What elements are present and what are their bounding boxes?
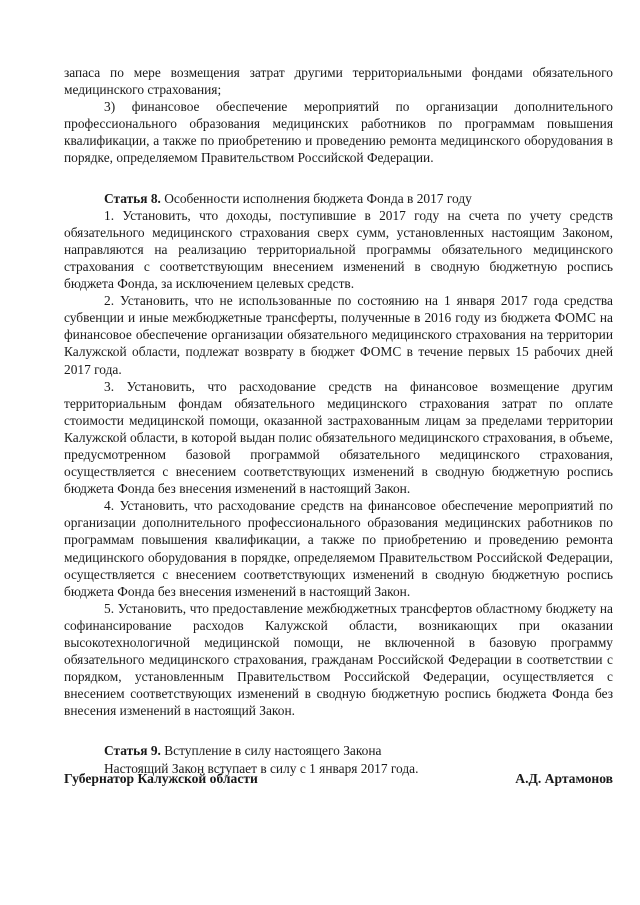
article-8-title: Особенности исполнения бюджета Фонда в 2017 году xyxy=(164,190,472,206)
article-9-title: Вступление в силу настоящего Закона xyxy=(164,743,382,759)
article-8-item-3: 3. Установить, что расходование средств на финансовое возмещение другим территориальным фондам обязательного медицинского страхования затрат по оплате стоимости медицинской помощи, оказанной застрахованным лицам за пределами территории Калужской области, в которой выдан полис обязательного медицинского страхования, в объеме, предусмотренном базовой программой обязательного медицинского страхования, осуществляется с внесением соответствующих изменений в сводную бюджетную роспись бюджета Фонда без внесения изменений в настоящий Закон. xyxy=(64,378,613,497)
article-8 xyxy=(64,190,613,720)
signature-position: Губернатор Калужской области xyxy=(64,771,258,786)
article-9-label: Статья 9. xyxy=(104,743,161,759)
intro-paragraph: запаса по мере возмещения затрат другими территориальными фондами обязательного медицинского страхования; xyxy=(64,65,613,98)
signature-block xyxy=(64,770,613,787)
article-8-heading xyxy=(64,190,613,207)
article-9-text: Настоящий Закон вступает в силу с 1 января 2017 года. xyxy=(104,760,419,776)
article-8-item-5: 5. Установить, что предоставление межбюджетных трансфертов областному бюджету на софинансирование расходов Калужской области, возникающих при оказании высокотехнологичной медицинской помощи, не включенной в базовую программу обязательного медицинского страхования, гражданам Российской Федерации в соответствии с порядком, установленным Правительством Российской Федерации, осуществляется с внесением соответствующих изменений в сводную бюджетную роспись бюджета Фонда без внесения изменений в настоящий Закон. xyxy=(64,600,613,719)
article-9-heading xyxy=(64,742,613,759)
article-8-item-4: 4. Установить, что расходование средств на финансовое обеспечение мероприятий по организации дополнительного профессионального образования медицинских работников по программам повышения квалификации, а также по приобретению и проведению ремонта медицинского оборудования в порядке, определяемом Правительством Российской Федерации, осуществляется с внесением соответствующих изменений в сводную бюджетную роспись бюджета Фонда без внесения изменений в настоящий Закон. xyxy=(64,498,613,599)
article-8-item-1: 1. Установить, что доходы, поступившие в 2017 году на счета по учету средств обязательного медицинского страхования сверх сумм, установленных настоящим Законом, направляются на реализацию территориальной программы обязательного медицинского страхования с соответствующим внесением изменений в сводную бюджетную роспись бюджета Фонда, за исключением целевых средств. xyxy=(64,207,613,292)
article-8-item-2: 2. Установить, что не использованные по состоянию на 1 января 2017 года средства субвенции и иные межбюджетные трансферты, полученные в 2016 году из бюджета ФОМС на финансовое обеспечение организации обязательного медицинского страхования на территории Калужской области, подлежат возврату в бюджет ФОМС в течение первых 15 рабочих дней 2017 года. xyxy=(64,293,613,377)
signature-name: А.Д. Артамонов xyxy=(515,771,613,786)
article-8-label: Статья 8. xyxy=(104,190,161,206)
intro-item-3: 3) финансовое обеспечение мероприятий по организации дополнительного профессионального образования медицинских работников по программам повышения квалификации, а также по приобретению и проведению ремонта медицинского оборудования в порядке, определяемом Правительством Российской Федерации. xyxy=(64,99,613,166)
